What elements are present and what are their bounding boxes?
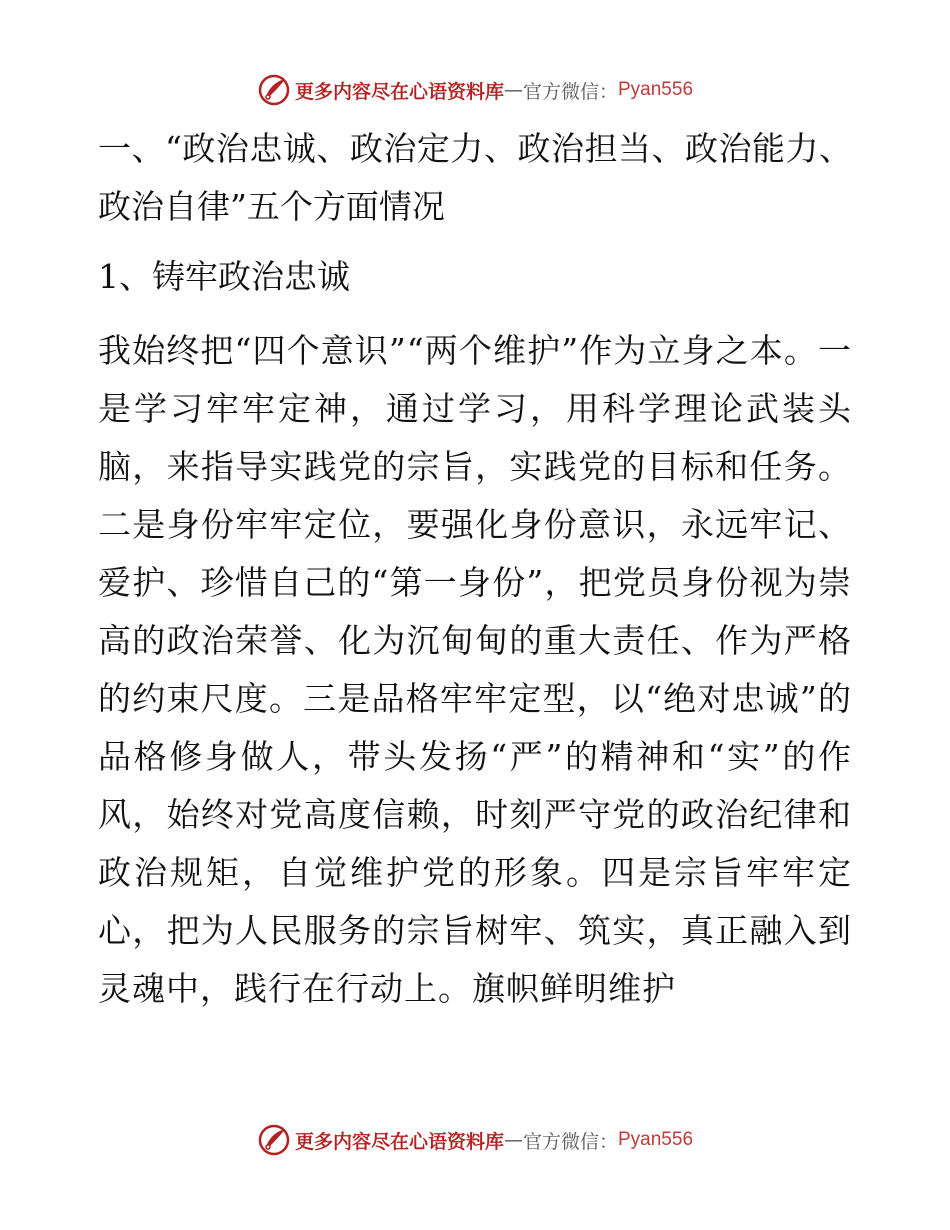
- footer-watermark: [0, 1120, 950, 1160]
- document-body: [98, 120, 852, 1018]
- watermark-contact-label: 官方微信：: [522, 80, 618, 103]
- brand-logo-icon: [257, 73, 291, 107]
- body-paragraph: 我始终把“四个意识”“两个维护”作为立身之本。一是学习牢牢定神，通过学习，用科学理论武装头脑，来指导实践党的宗旨，实践党的目标和任务。二是身份牢牢定位，要强化身份意识，永远牢记、爱护、珍惜自己的“第一身份”，把党员身份视为崇高的政治荣誉、化为沉甸甸的重大责任、作为严格的约束尺度。三是品格牢牢定型，以“绝对忠诚”的品格修身做人，带头发扬“严”的精神和“实”的作风，始终对党高度信赖，时刻严守党的政治纪律和政治规矩，自觉维护党的形象。四是宗旨牢牢定心，把为人民服务的宗旨树牢、筑实，真正融入到灵魂中，践行在行动上。旗帜鲜明维护: [98, 331, 852, 1008]
- watermark-separator: —: [503, 1129, 523, 1151]
- watermark-contact-id: Pyan556: [618, 79, 694, 100]
- watermark-text: 更多内容尽在心语资料库: [294, 1130, 504, 1153]
- subsection-heading: 1、铸牢政治忠诚: [98, 257, 350, 296]
- watermark-text: 更多内容尽在心语资料库: [294, 80, 504, 103]
- watermark-contact-id: Pyan556: [618, 1129, 694, 1150]
- brand-logo-icon: [257, 1123, 291, 1157]
- watermark-contact-label: 官方微信：: [522, 1130, 618, 1153]
- section-heading: 一、“政治忠诚、政治定力、政治担当、政治能力、政治自律”五个方面情况: [98, 129, 852, 226]
- header-watermark: [0, 70, 950, 110]
- watermark-separator: —: [503, 79, 523, 101]
